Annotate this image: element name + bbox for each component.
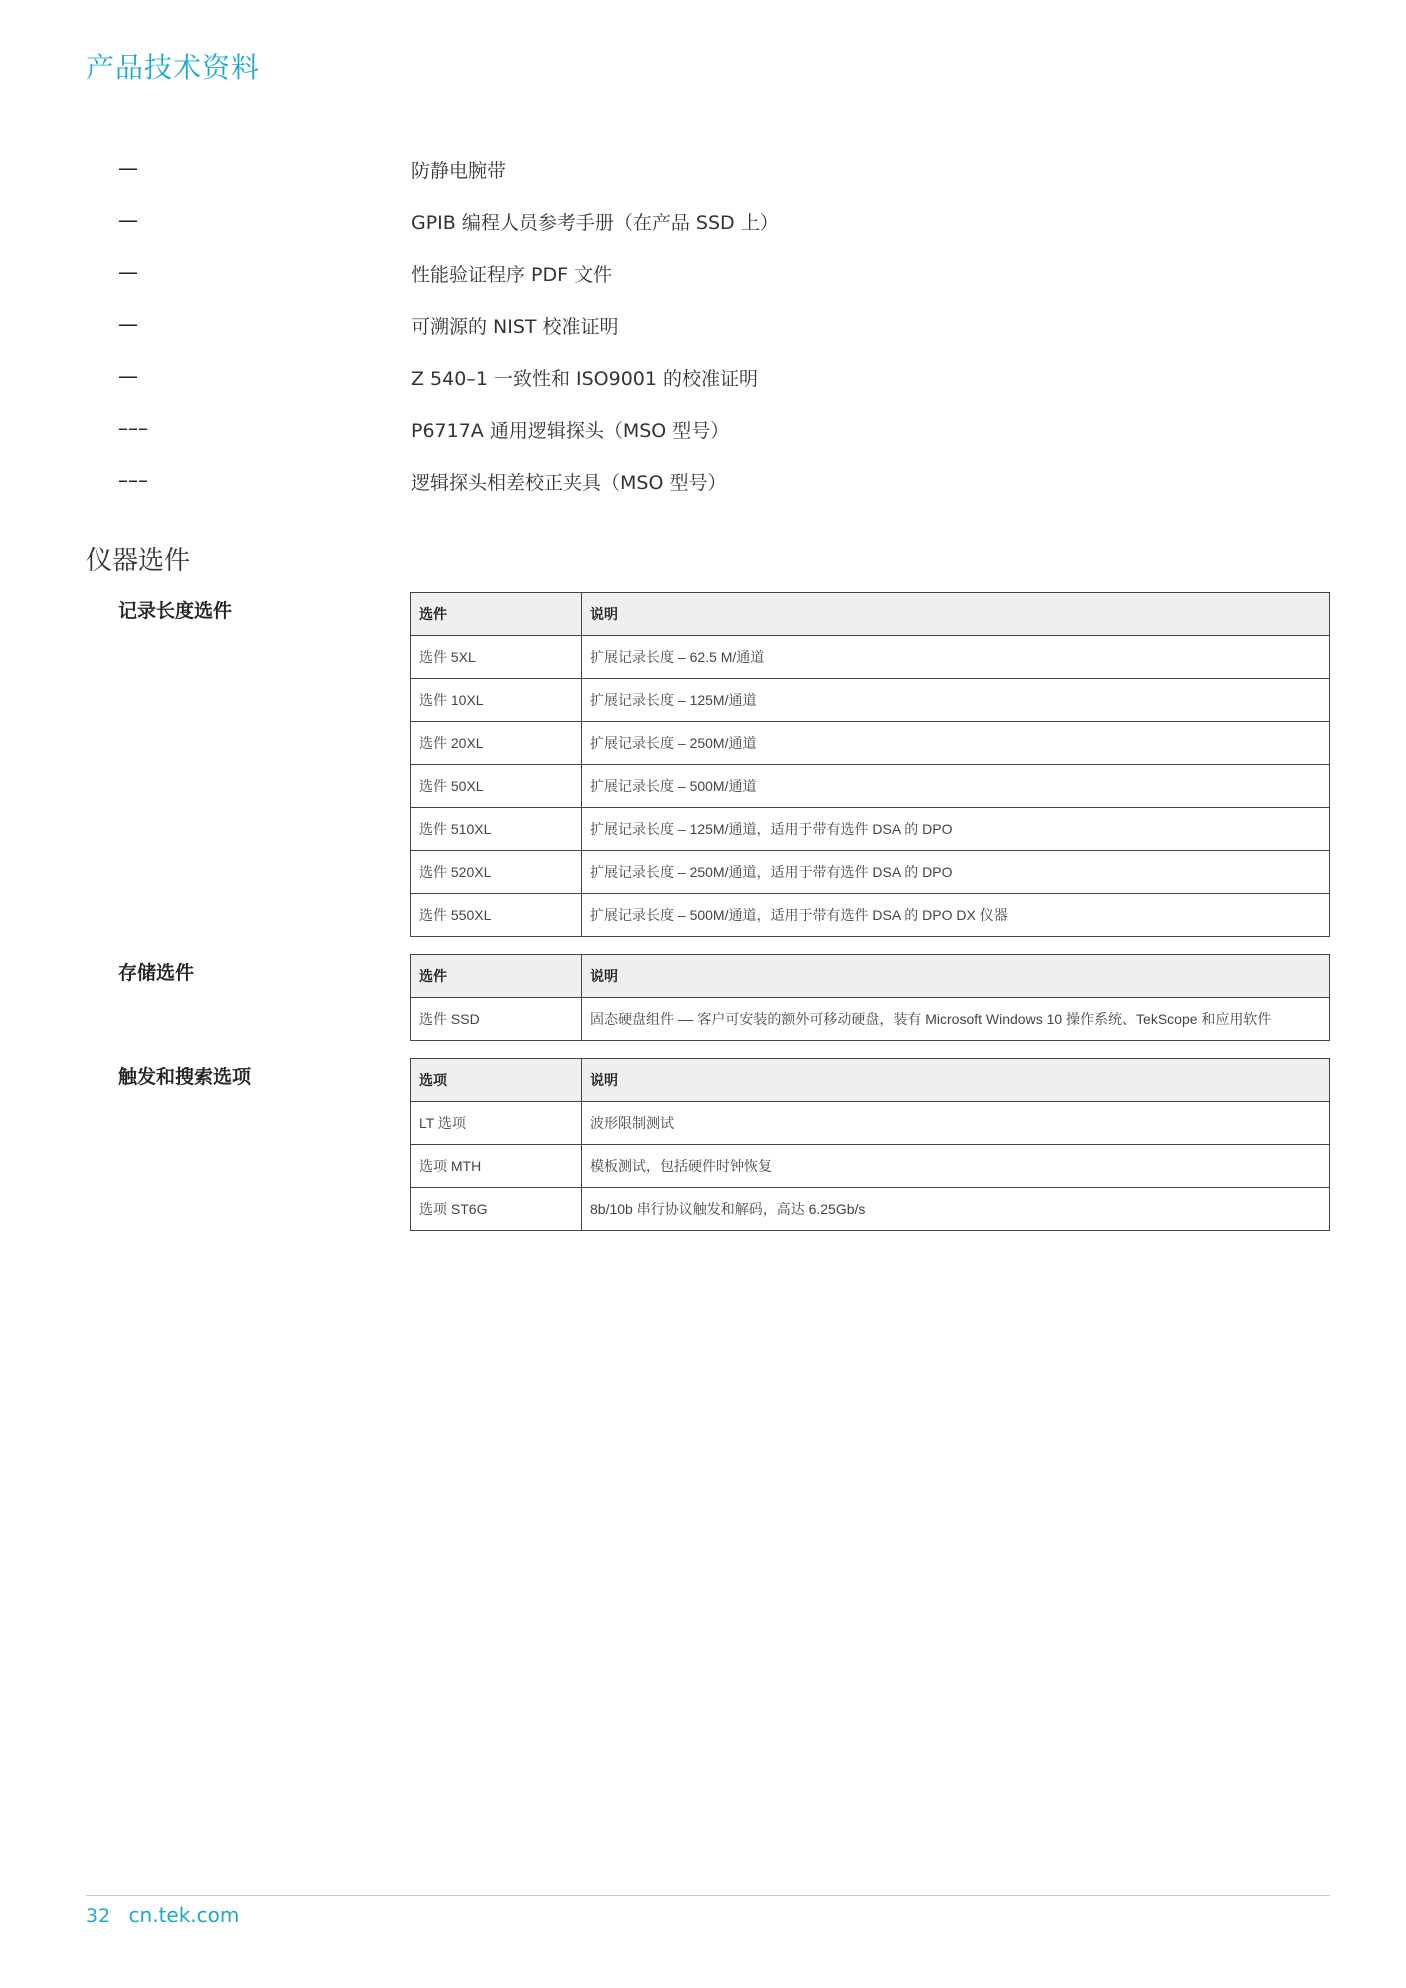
- table-row: [411, 851, 1330, 894]
- list-item: [118, 358, 1318, 410]
- table-header-cell: 说明: [582, 1059, 1330, 1102]
- table-cell: 扩展记录长度 – 62.5 M/通道: [582, 636, 1330, 679]
- list-bullet: –––: [118, 468, 148, 492]
- storage-label: 存储选件: [118, 962, 195, 984]
- trigger-table: [410, 1058, 1330, 1231]
- table-cell: 选件 510XL: [411, 808, 582, 851]
- section-title: 仪器选件: [86, 546, 191, 576]
- list-item-text: 逻辑探头相差校正夹具（MSO 型号）: [411, 472, 727, 494]
- list-item: [118, 410, 1318, 462]
- table-row: [411, 1145, 1330, 1188]
- table-cell: 选件 SSD: [411, 998, 582, 1041]
- table-row: [411, 765, 1330, 808]
- table-row: [411, 636, 1330, 679]
- table-cell: 选件 5XL: [411, 636, 582, 679]
- list-item: [118, 254, 1318, 306]
- table-cell: 波形限制测试: [582, 1102, 1330, 1145]
- trigger-label: 触发和搜索选项: [118, 1066, 252, 1088]
- table-header-cell: 选件: [411, 955, 582, 998]
- list-item-text: P6717A 通用逻辑探头（MSO 型号）: [411, 420, 730, 442]
- table-cell: 扩展记录长度 – 500M/通道，适用于带有选件 DSA 的 DPO DX 仪器: [582, 894, 1330, 937]
- table-cell: 选件 10XL: [411, 679, 582, 722]
- table-cell: 选项 MTH: [411, 1145, 582, 1188]
- table-header-cell: 说明: [582, 593, 1330, 636]
- list-item: [118, 202, 1318, 254]
- list-item-text: 可溯源的 NIST 校准证明: [411, 316, 619, 338]
- table-cell: 选项 ST6G: [411, 1188, 582, 1231]
- list-item: [118, 150, 1318, 202]
- table-cell: 固态硬盘组件 –– 客户可安装的额外可移动硬盘，装有 Microsoft Windows 10 操作系统、TekScope 和应用软件: [582, 998, 1330, 1041]
- table-row: [411, 1188, 1330, 1231]
- footer-divider: [86, 1895, 1330, 1896]
- table-row: [411, 808, 1330, 851]
- accessory-list: [118, 150, 1318, 514]
- footer-site-link[interactable]: cn.tek.com: [128, 1903, 240, 1927]
- table-cell: 选件 520XL: [411, 851, 582, 894]
- table-cell: 扩展记录长度 – 125M/通道: [582, 679, 1330, 722]
- table-cell: 扩展记录长度 – 125M/通道，适用于带有选件 DSA 的 DPO: [582, 808, 1330, 851]
- list-bullet: —: [118, 156, 138, 180]
- table-cell: LT 选项: [411, 1102, 582, 1145]
- table-cell: 8b/10b 串行协议触发和解码，高达 6.25Gb/s: [582, 1188, 1330, 1231]
- table-cell: 选件 20XL: [411, 722, 582, 765]
- table-cell: 扩展记录长度 – 250M/通道，适用于带有选件 DSA 的 DPO: [582, 851, 1330, 894]
- table-header-row: [411, 955, 1330, 998]
- storage-table: [410, 954, 1330, 1041]
- table-header-cell: 说明: [582, 955, 1330, 998]
- table-header-row: [411, 1059, 1330, 1102]
- table-row: [411, 998, 1330, 1041]
- list-item: [118, 462, 1318, 514]
- list-bullet: —: [118, 364, 138, 388]
- header-title: 产品技术资料: [86, 51, 261, 84]
- page-number: 32: [86, 1905, 111, 1927]
- record-length-table: [410, 592, 1330, 937]
- list-item-text: Z 540–1 一致性和 ISO9001 的校准证明: [411, 368, 759, 390]
- table-header-cell: 选项: [411, 1059, 582, 1102]
- list-bullet: —: [118, 260, 138, 284]
- list-item-text: GPIB 编程人员参考手册（在产品 SSD 上）: [411, 212, 779, 234]
- list-bullet: —: [118, 312, 138, 336]
- list-bullet: —: [118, 208, 138, 232]
- table-header-row: [411, 593, 1330, 636]
- record-length-label: 记录长度选件: [118, 600, 233, 622]
- table-row: [411, 679, 1330, 722]
- table-cell: 选件 50XL: [411, 765, 582, 808]
- table-row: [411, 722, 1330, 765]
- table-cell: 选件 550XL: [411, 894, 582, 937]
- list-item-text: 防静电腕带: [411, 160, 507, 182]
- footer: [86, 1903, 239, 1927]
- table-row: [411, 894, 1330, 937]
- table-cell: 扩展记录长度 – 500M/通道: [582, 765, 1330, 808]
- list-item: [118, 306, 1318, 358]
- table-header-cell: 选件: [411, 593, 582, 636]
- table-cell: 模板测试，包括硬件时钟恢复: [582, 1145, 1330, 1188]
- table-row: [411, 1102, 1330, 1145]
- list-item-text: 性能验证程序 PDF 文件: [411, 264, 613, 286]
- list-bullet: –––: [118, 416, 148, 440]
- table-cell: 扩展记录长度 – 250M/通道: [582, 722, 1330, 765]
